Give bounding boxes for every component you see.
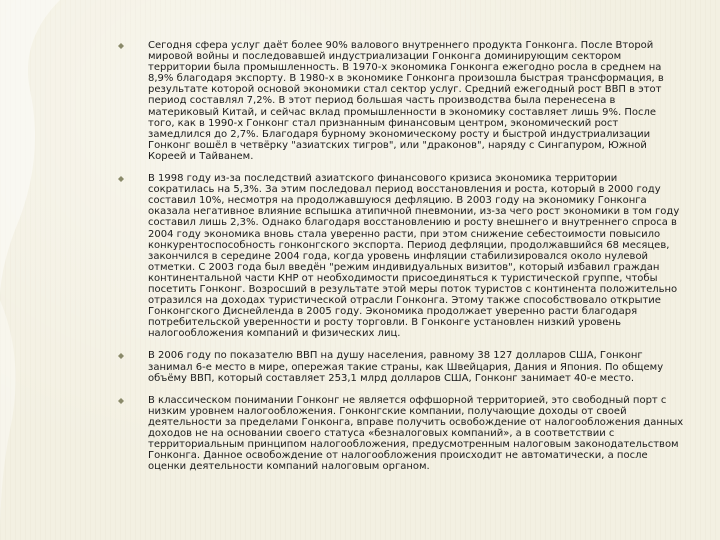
slide-content [118, 40, 684, 483]
paragraph-text: В классическом понимании Гонконг не является оффшорной территорией, это свободный порт с низким уровнем налогообложения. Гонконгские компании, получающие доходы от своей деятельности за пределами Гонконга, вправе получить освобождение от налогообложения данных доходов не на основании своего статуса «безналоговых компаний», а в соответствии с территориальным принципом налогообложения, предусмотренным налоговым законодательством Гонконга. Данное освобождение от налогообложения происходит не автоматически, а после оценки деятельности компаний налоговым органом. [148, 394, 684, 473]
bullet-list [118, 40, 684, 472]
list-item [118, 40, 684, 162]
paragraph-text: Сегодня сфера услуг даёт более 90% валового внутреннего продукта Гонконга. После Второй мировой войны и последовавшей индустриализации Гонконга доминирующим сектором территории была промышленность. В 1970-х экономика Гонконга ежегодно росла в среднем на 8,9% благодаря экспорту. В 1980-х в экономике Гонконга произошла быстрая трансформация, в результате которой основой экономики стал сектор услуг. Средний ежегодный рост ВВП в этот период составлял 7,2%. В этот период большая часть производства была перенесена в материковый Китай, и сейчас вклад промышленности в экономику составляет лишь 9%. После того, как в 1990-х Гонконг стал признанным финансовым центром, экономический рост замедлился до 2,7%. Благодаря бурному экономическому росту и быстрой индустриализации Гонконг вошёл в четвёрку "азиатских тигров", или "драконов", наряду с Сингапуром, Южной Кореей и Тайванем. [148, 40, 664, 162]
list-item [118, 350, 684, 383]
diamond-bullet-icon [118, 353, 124, 359]
list-item [118, 395, 684, 473]
diamond-bullet-icon [118, 176, 124, 182]
diamond-bullet-icon [118, 43, 124, 49]
paragraph-text: В 1998 году из-за последствий азиатского финансового кризиса экономика территории сократилась на 5,3%. За этим последовал период восстановления и роста, который в 2000 году составил 10%, несмотря на продолжавшуюся дефляцию. В 2003 году на экономику Гонконга оказала негативное влияние вспышка атипичной пневмонии, из-за чего рост экономики в том году составил лишь 2,3%. Однако благодаря восстановлению и росту внешнего и внутреннего спроса в 2004 году экономика вновь стала уверенно расти, при этом снижение себестоимости повысило конкурентоспособность гонконгского экспорта. Период дефляции, продолжавшийся 68 месяцев, закончился в середине 2004 года, когда уровень инфляции стабилизировался около нулевой отметки. С 2003 года был введён "режим индивидуальных визитов", который избавил граждан континентальной части КНР от необходимости присоединяться к туристической группе, чтобы посетить Гонконг. Возросший в результате этой меры поток туристов с континента положительно отразился на доходах туристической отрасли Гонконга. Этому также способствовало открытие Гонконгского Диснейленда в 2005 году. Экономика продолжает уверенно расти благодаря потребительской уверенности и росту торговли. В Гонконге установлен низкий уровень налогообложения компаний и физических лиц. [148, 173, 680, 340]
paragraph-text: В 2006 году по показателю ВВП на душу населения, равному 38 127 долларов США, Гонконг занимал 6-е место в мире, опережая такие страны, как Швейцария, Дания и Япония. По общему объёму ВВП, который составляет 253,1 млрд долларов США, Гонконг занимает 40-е место. [148, 350, 664, 384]
diamond-bullet-icon [118, 398, 124, 404]
list-item [118, 173, 684, 339]
